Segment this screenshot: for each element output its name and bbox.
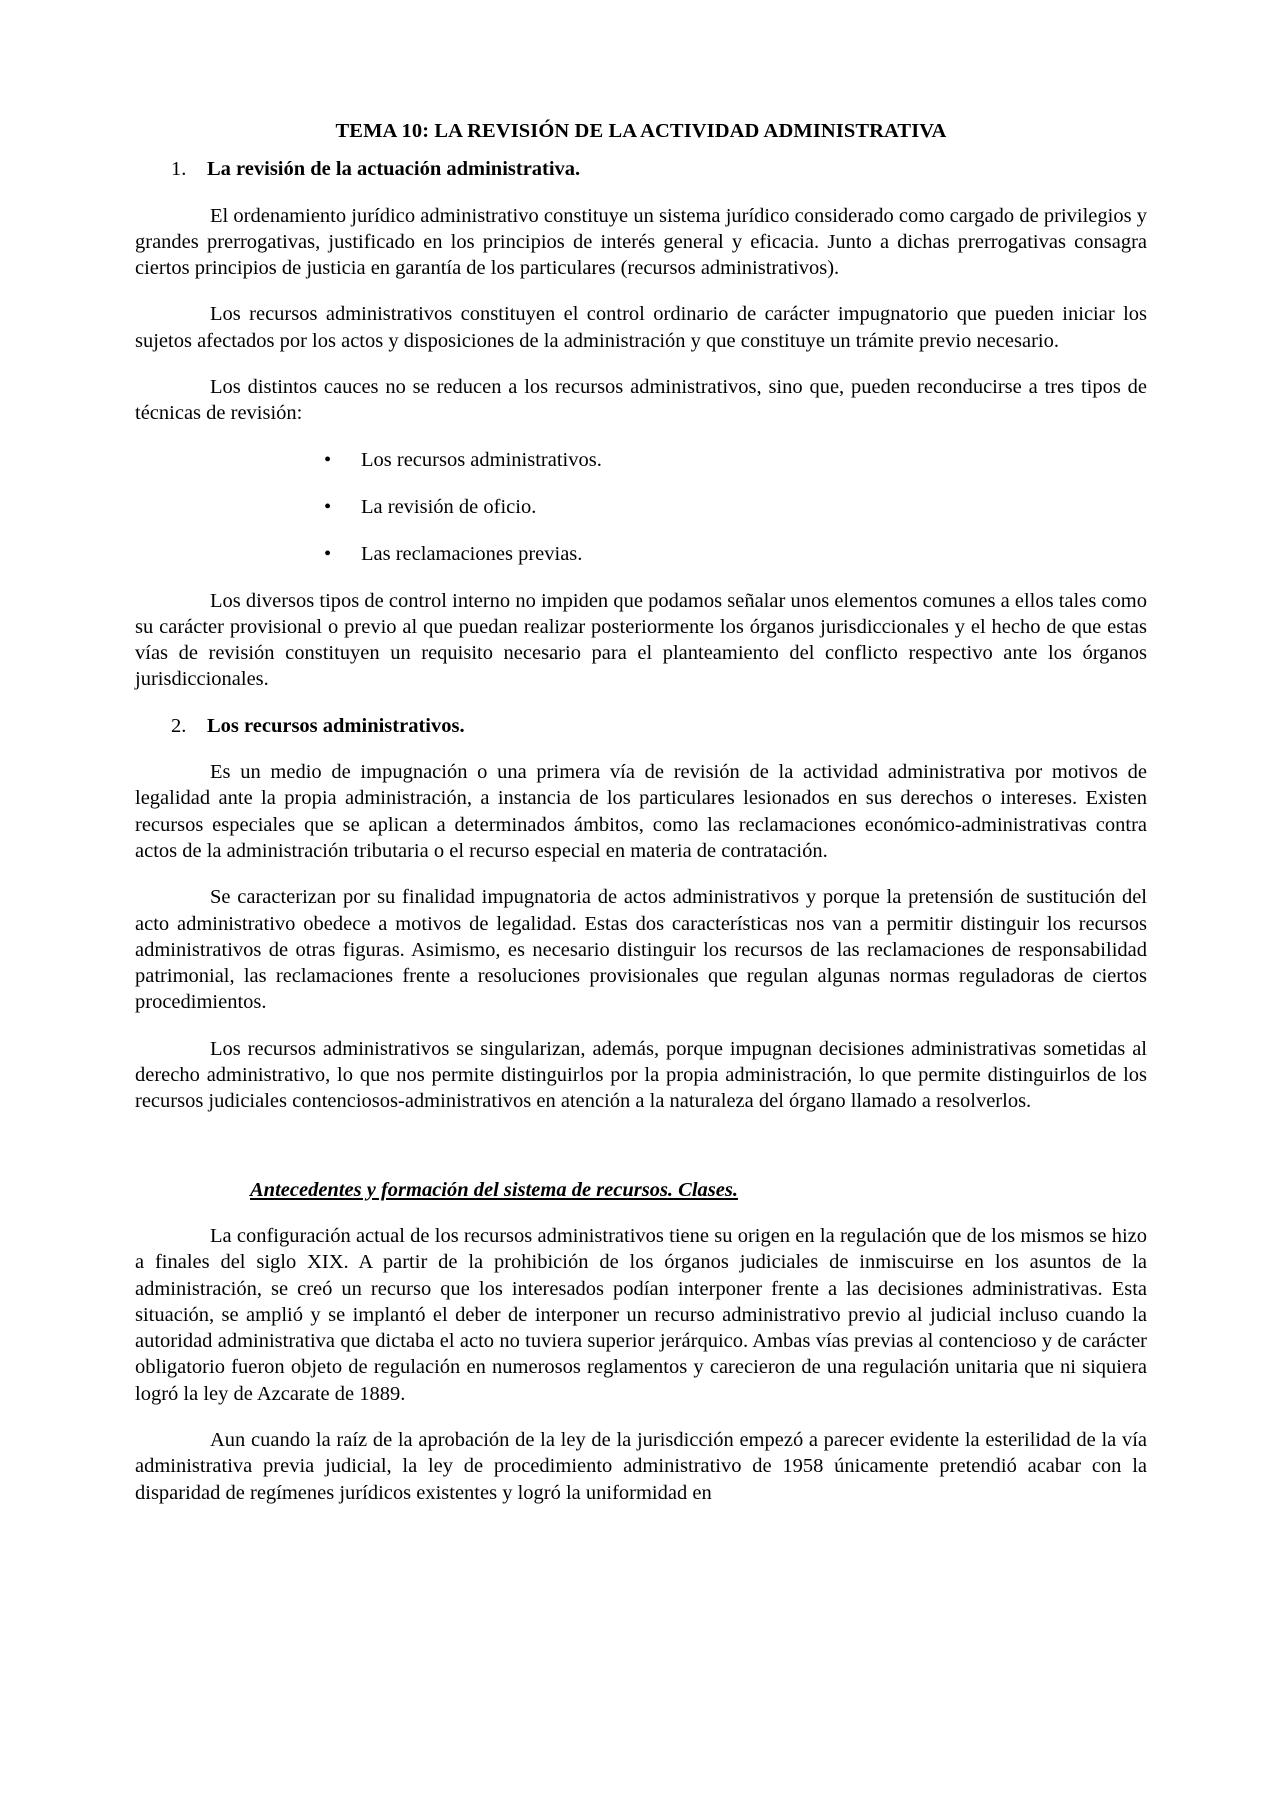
paragraph: Es un medio de impugnación o una primera vía de revisión de la actividad administrativa por motivos de legalidad ante la propia administración, a instancia de los particulares lesionados en sus derechos o intereses. Existen recursos especiales que se aplican a determinados ámbitos, como las reclamaciones económico-administrativas contra actos de la administración tributaria o el recurso especial en materia de contratación. [135, 761, 1147, 862]
section-title: La revisión de la actuación administrativa. [207, 158, 581, 181]
section-number: 1. [171, 158, 187, 181]
paragraph: Los diversos tipos de control interno no impiden que podamos señalar unos elementos comunes a ellos tales como su carácter provisional o previo al que puedan realizar posteriormente los órganos jurisdiccionales y el hecho de que estas vías de revisión constituyen un requisito necesario para el planteamiento del conflicto respectivo ante los órganos jurisdiccionales. [135, 589, 1147, 691]
list-item [135, 541, 1147, 567]
paragraph: Los recursos administrativos constituyen el control ordinario de carácter impugnatorio que pueden iniciar los sujetos afectados por los actos y disposiciones de la administración y que constituye un trámite previo necesario. [135, 303, 1147, 352]
list-item-text: Las reclamaciones previas. [361, 543, 583, 566]
document-title: TEMA 10: LA REVISIÓN DE LA ACTIVIDAD ADMINISTRATIVA [335, 120, 947, 142]
paragraph: Se caracterizan por su finalidad impugnatoria de actos administrativos y porque la pretensión de sustitución del acto administrativo obedece a motivos de legalidad. Estas dos características nos van a permitir distinguir los recursos administrativos de otras figuras. Asimismo, es necesario distinguir los recursos de las reclamaciones de responsabilidad patrimonial, las reclamaciones frente a resoluciones provisionales que regulan algunas normas reguladoras de ciertos procedimientos. [135, 886, 1147, 1014]
paragraph: Los recursos administrativos se singularizan, además, porque impugnan decisiones administrativas sometidas al derecho administrativo, lo que nos permite distinguirlos por la propia administración, lo que permite distinguirlos de los recursos judiciales contenciosos-administrativos en atención a la naturaleza del órgano llamado a resolverlos. [135, 1037, 1147, 1113]
paragraph: El ordenamiento jurídico administrativo constituye un sistema jurídico considerado como cargado de privilegios y grandes prerrogativas, justificado en los principios de interés general y eficacia. Junto a dichas prerrogativas consagra ciertos principios de justicia en garantía de los particulares (recursos administrativos). [135, 204, 1147, 280]
section-number: 2. [171, 714, 187, 737]
list-item [135, 494, 1147, 520]
paragraph: La configuración actual de los recursos administrativos tiene su origen en la regulación que de los mismos se hizo a finales del siglo XIX. A partir de la prohibición de los órganos judiciales de inmiscuirse en los asuntos de la administración, se creó un recurso que los interesados podían interponer frente a las decisiones administrativas. Esta situación, se amplió y se implantó el deber de interponer un recurso administrativo previo al judicial incluso cuando la autoridad administrativa que dictaba el acto no tuviera superior jerárquico. Ambas vías previas al contencioso y de carácter obligatorio fueron objeto de regulación en numerosos reglamentos y carecieron de una regulación unitaria que ni siquiera logró la ley de Azcarate de 1889. [135, 1224, 1147, 1405]
section-title: Los recursos administrativos. [207, 714, 465, 737]
list-item-text: Los recursos administrativos. [361, 448, 602, 471]
bullet-list [135, 447, 1147, 568]
bullet-icon: • [324, 543, 332, 566]
list-item [135, 447, 1147, 473]
paragraph: Los distintos cauces no se reducen a los recursos administrativos, sino que, pueden reconducirse a tres tipos de técnicas de revisión: [135, 376, 1147, 425]
list-item-text: La revisión de oficio. [361, 495, 537, 518]
section-heading-1 [135, 156, 1147, 182]
section-heading-2 [135, 713, 1147, 739]
bullet-icon: • [324, 495, 332, 518]
bullet-icon: • [324, 448, 332, 471]
paragraph: Aun cuando la raíz de la aprobación de la ley de la jurisdicción empezó a parecer evidente la esterilidad de la vía administrativa previa judicial, la ley de procedimiento administrativo de 1958 únicamente pretendió acabar con la disparidad de regímenes jurídicos existentes y logró la uniformidad en [135, 1428, 1147, 1504]
document-body [135, 118, 1147, 1526]
subsection-heading: Antecedentes y formación del sistema de recursos. Clases. [250, 1178, 738, 1201]
